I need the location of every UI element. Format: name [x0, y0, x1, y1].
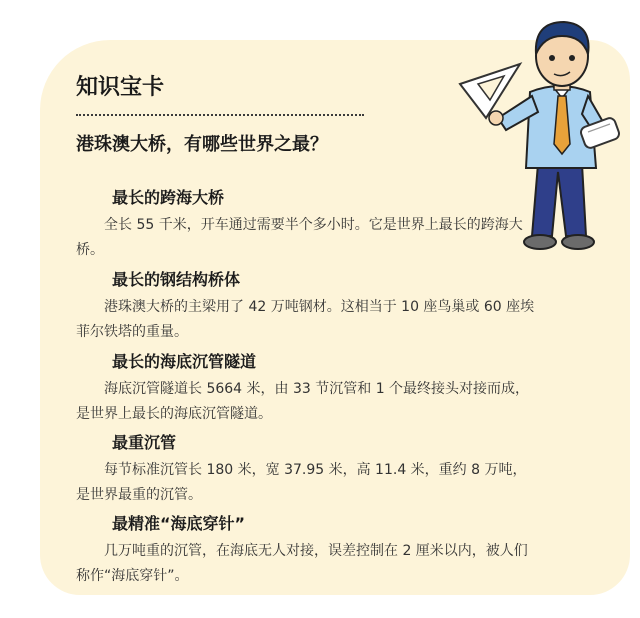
teacher-illustration: [450, 14, 625, 254]
section-body: 港珠澳大桥的主梁用了 42 万吨钢材。这相当于 10 座鸟巢或 60 座埃菲尔铁塔的重量。: [76, 299, 535, 340]
section-heading: 最重沉管: [112, 433, 177, 452]
dotted-divider: [76, 114, 364, 116]
card-title: 知识宝卡: [76, 75, 165, 100]
section-body: 几万吨重的沉管，在海底无人对接，误差控制在 2 厘米以内，被人们称作“海底穿针”。: [76, 543, 528, 584]
section-heading: 最精准“海底穿针”: [112, 514, 246, 533]
section-body: 每节标准沉管长 180 米，宽 37.95 米，高 11.4 米，重约 8 万吨，是世界最重的沉管。: [76, 462, 527, 503]
section-body: 全长 55 千米，开车通过需要半个多小时。它是世界上最长的跨海大桥。: [76, 217, 523, 258]
section-body: 海底沉管隧道长 5664 米，由 33 节沉管和 1 个最终接头对接而成，是世界上最长的海底沉管隧道。: [76, 381, 530, 422]
card-question: 港珠澳大桥，有哪些世界之最？: [76, 134, 328, 155]
section-heading: 最长的钢结构桥体: [112, 270, 241, 289]
section-heading: 最长的跨海大桥: [112, 188, 225, 207]
section-heading: 最长的海底沉管隧道: [112, 352, 257, 371]
